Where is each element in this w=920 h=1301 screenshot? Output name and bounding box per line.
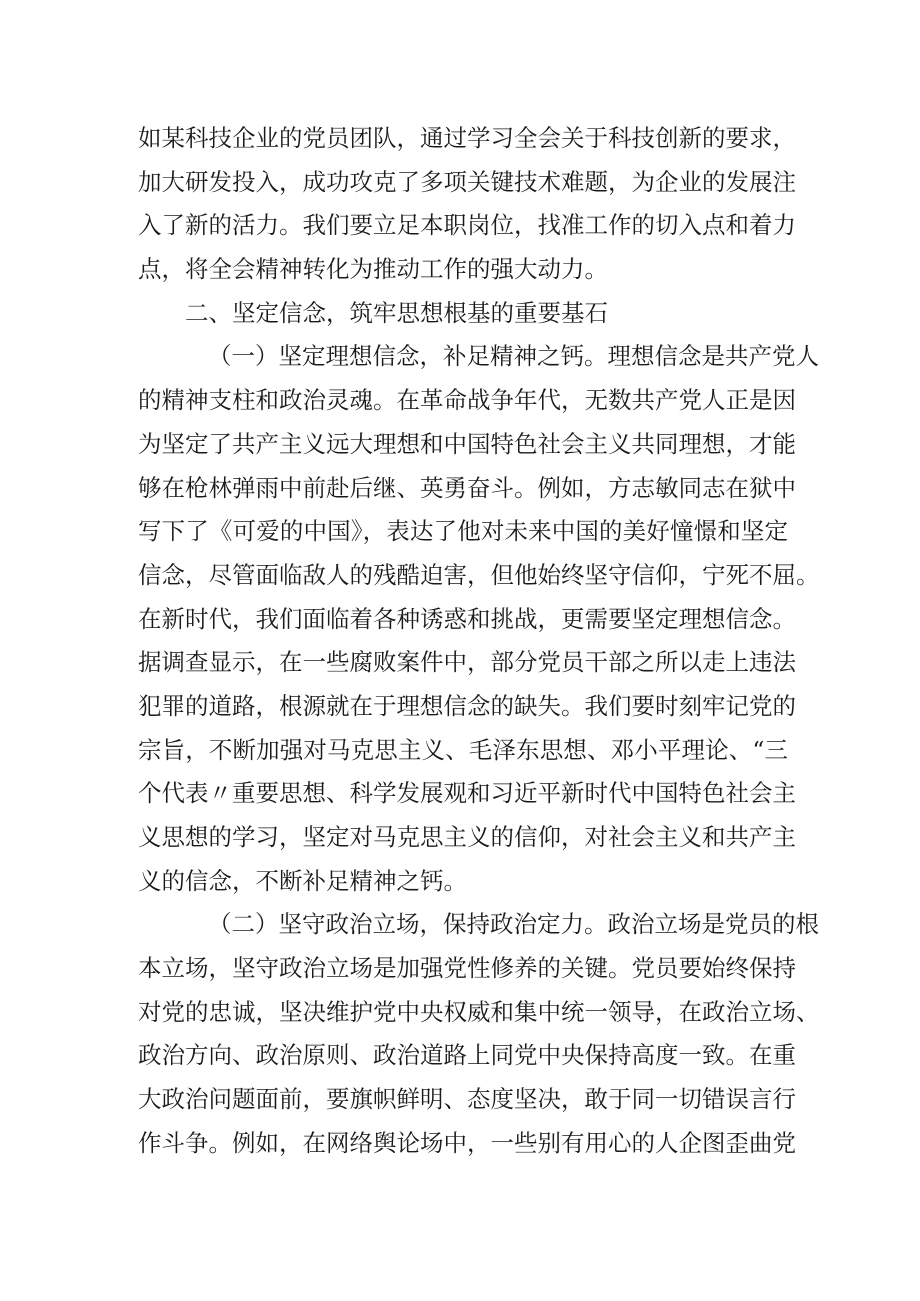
text-line: 如某科技企业的党员团队，通过学习全会关于科技创新的要求， [138,124,796,152]
text-line: 加大研发投入，成功攻克了多项关键技术难题，为企业的发展注 [138,167,796,196]
text-line: 为坚定了共产主义远大理想和中国特色社会主义共同理想，才能 [138,429,796,458]
text-line: 对党的忠诚，坚决维护党中央权威和集中统一领导，在政治立场、 [138,997,820,1026]
text-line: 点，将全会精神转化为推动工作的强大动力。 [138,255,608,284]
text-line: 义的信念，不断补足精神之钙。 [138,866,467,895]
text-line: 本立场，坚守政治立场是加强党性修养的关键。党员要始终保持 [138,954,796,983]
text-line: 够在枪林弹雨中前赴后继、英勇奋斗。例如，方志敏同志在狱中 [138,473,796,502]
text-line: 作斗争。例如，在网络舆论场中，一些别有用心的人企图歪曲党 [138,1128,796,1157]
text-line: （一）坚定理想信念，补足精神之钙。理想信念是共产党人 [208,342,819,371]
text-line: 信念，尽管面临敌人的残酷迫害，但他始终坚守信仰，宁死不屈。 [138,560,820,589]
text-line: 犯罪的道路，根源就在于理想信念的缺失。我们要时刻牢记党的 [138,691,796,720]
text-line: 宗旨，不断加强对马克思主义、毛泽东思想、邓小平理论、“三 [138,735,788,764]
text-line: 义思想的学习，坚定对马克思主义的信仰，对社会主义和共产主 [138,823,796,851]
text-line: （二）坚守政治立场，保持政治定力。政治立场是党员的根 [208,910,819,939]
text-line: 个代表〃重要思想、科学发展观和习近平新时代中国特色社会主 [138,779,796,808]
text-line: 写下了《可爱的中国》，表达了他对未来中国的美好憧憬和坚定 [138,517,788,546]
text-line: 政治方向、政治原则、政治道路上同党中央保持高度一致。在重 [138,1041,796,1070]
text-line: 的精神支柱和政治灵魂。在革命战争年代，无数共产党人正是因 [138,386,796,415]
text-line: 据调查显示，在一些腐败案件中，部分党员干部之所以走上违法 [138,648,796,677]
text-line: 大政治问题面前，要旗帜鲜明、态度坚决，敢于同一切错误言行 [138,1085,796,1114]
section-heading: 二、坚定信念，筑牢思想根基的重要基石 [185,298,608,327]
text-line: 在新时代，我们面临着各种诱惑和挑战，更需要坚定理想信念。 [138,604,796,633]
body-text [138,117,820,1166]
text-line: 入了新的活力。我们要立足本职岗位，找准工作的切入点和着力 [138,211,796,240]
